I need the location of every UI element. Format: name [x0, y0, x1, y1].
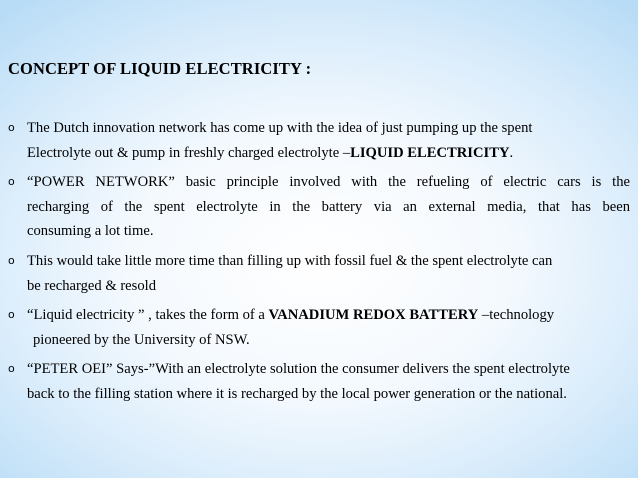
bullet-text-line: This would take little more time than filling up with fossil fuel & the spent electrolyte can [27, 252, 553, 269]
bullet-text-line: back to the filling station where it is recharged by the local power generation or the national. [27, 385, 567, 402]
slide-title: CONCEPT OF LIQUID ELECTRICITY : [8, 59, 312, 78]
bullet-text-line: “PETER OEI” Says-”With an electrolyte solution the consumer delivers the spent electrolyte [27, 361, 570, 378]
bullet-text-line: “POWER NETWORK” basic principle involved with the refueling of electric cars is the [27, 174, 630, 191]
bullet-text-line: consuming a lot time. [27, 223, 154, 240]
bullet-text-line: pioneered by the University of NSW. [33, 331, 250, 348]
bullet-marker: o [8, 121, 15, 134]
bullet-text-line: recharging of the spent electrolyte in the battery via an external media, that has been [27, 198, 630, 215]
bullet-item-power-network [8, 170, 630, 244]
bullet-text-segment: “Liquid electricity ” , takes the form of a [27, 307, 269, 324]
bullet-text-line: be recharged & resold [27, 277, 156, 294]
bullet-emphasis-liquid-electricity: LIQUID ELECTRICITY [350, 144, 510, 161]
bullet-text-line: The Dutch innovation network has come up with the idea of just pumping up the spent [27, 120, 533, 136]
bullet-marker: o [8, 253, 15, 267]
bullet-item-dutch-network [8, 116, 630, 165]
bullet-emphasis-vanadium-redox-battery: VANADIUM REDOX BATTERY [268, 307, 479, 324]
bullet-marker: o [8, 308, 15, 322]
bullet-text-segment: Electrolyte out & pump in freshly charged electrolyte – [27, 144, 351, 161]
bullet-text-line [27, 141, 630, 166]
bullet-item-peter-oei [8, 357, 630, 406]
bullet-text-segment: –technology [478, 307, 555, 324]
bullet-text-segment: . [509, 144, 514, 161]
bullet-marker: o [8, 175, 15, 189]
bullet-marker: o [8, 362, 15, 376]
bullet-list [8, 116, 630, 412]
bullet-item-vanadium [8, 303, 630, 352]
bullet-text-line [27, 303, 630, 328]
bullet-item-fossil-fuel [8, 249, 630, 298]
